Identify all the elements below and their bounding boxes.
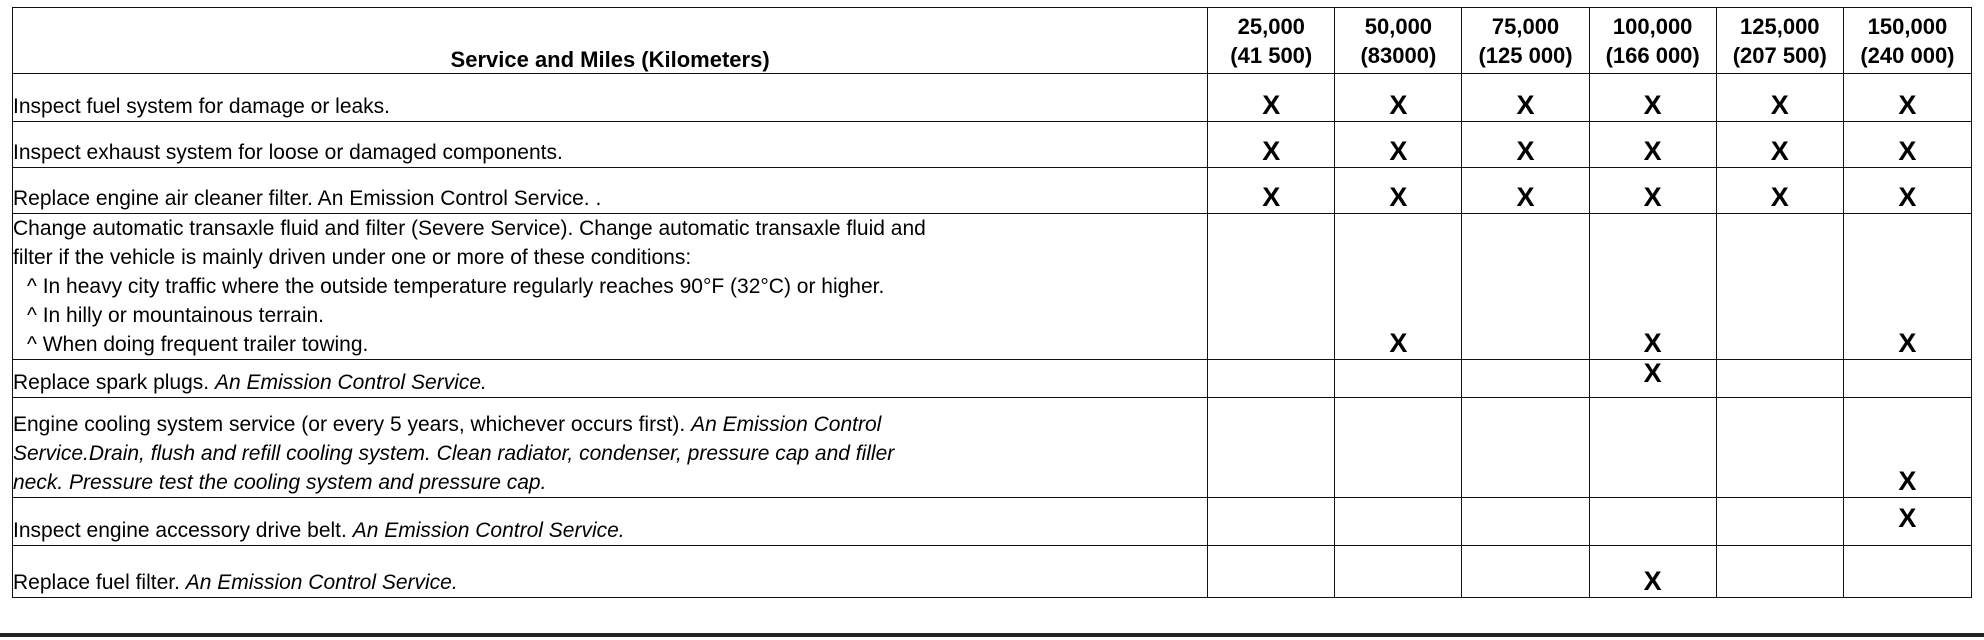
service-description <box>13 398 1208 498</box>
interval-cell-3 <box>1462 168 1589 214</box>
description-line <box>13 516 1207 545</box>
service-due-mark: X <box>1643 358 1662 388</box>
description-line <box>13 243 1207 272</box>
description-text: ^ In heavy city traffic where the outside temperature regularly reaches 90°F (32°C) or higher. <box>27 275 885 298</box>
interval-miles: 150,000 <box>1867 13 1948 39</box>
interval-cell-2 <box>1335 214 1462 360</box>
interval-miles: 100,000 <box>1612 13 1693 39</box>
service-due-mark: X <box>1643 566 1662 596</box>
interval-cell-1 <box>1208 546 1335 598</box>
description-text: Replace fuel filter. <box>13 571 186 594</box>
interval-cell-5 <box>1716 74 1843 122</box>
emission-control-note: An Emission Control Service. <box>185 571 458 594</box>
interval-header-150000 <box>1843 8 1971 74</box>
interval-cell-2 <box>1335 398 1462 498</box>
interval-cell-5 <box>1716 122 1843 168</box>
row-replace-spark-plugs <box>13 360 1972 398</box>
interval-cell-6 <box>1843 398 1971 498</box>
interval-cell-6 <box>1843 214 1971 360</box>
service-description <box>13 498 1208 546</box>
interval-cell-5 <box>1716 498 1843 546</box>
service-description <box>13 546 1208 598</box>
interval-cell-1 <box>1208 360 1335 398</box>
service-due-mark: X <box>1770 182 1789 212</box>
service-due-mark: X <box>1898 503 1917 533</box>
description-line <box>13 214 1207 243</box>
interval-cell-3 <box>1462 360 1589 398</box>
interval-cell-3 <box>1462 74 1589 122</box>
interval-cell-5 <box>1716 398 1843 498</box>
description-line <box>13 410 1207 439</box>
description-line <box>13 368 1207 397</box>
emission-control-note: An Emission Control Service. <box>214 371 487 394</box>
row-inspect-fuel-system <box>13 74 1972 122</box>
service-due-mark: X <box>1516 136 1535 166</box>
description-line <box>13 138 1207 167</box>
row-inspect-exhaust-system <box>13 122 1972 168</box>
service-description <box>13 168 1208 214</box>
interval-km: (41 500) <box>1230 42 1313 68</box>
description-text: ^ When doing frequent trailer towing. <box>27 333 369 356</box>
interval-cell-3 <box>1462 214 1589 360</box>
description-text: Engine cooling system service (or every 5 years, whichever occurs first). <box>13 413 692 436</box>
interval-header-100000 <box>1589 8 1716 74</box>
maintenance-table <box>12 7 1972 598</box>
interval-cell-4 <box>1589 214 1716 360</box>
description-text: filter if the vehicle is mainly driven under one or more of these conditions: <box>13 246 692 269</box>
service-due-mark: X <box>1262 90 1281 120</box>
service-description <box>13 74 1208 122</box>
row-replace-air-cleaner <box>13 168 1972 214</box>
service-due-mark: X <box>1643 182 1662 212</box>
service-due-mark: X <box>1898 466 1917 496</box>
interval-cell-1 <box>1208 74 1335 122</box>
interval-cell-1 <box>1208 122 1335 168</box>
emission-control-note: neck. Pressure test the cooling system and pressure cap. <box>13 471 547 494</box>
interval-miles: 75,000 <box>1491 13 1560 39</box>
description-line <box>13 439 1207 468</box>
interval-cell-6 <box>1843 360 1971 398</box>
service-due-mark: X <box>1898 182 1917 212</box>
emission-control-note: An Emission Control Service. <box>352 519 625 542</box>
interval-cell-2 <box>1335 122 1462 168</box>
interval-miles: 25,000 <box>1237 13 1305 39</box>
interval-cell-4 <box>1589 122 1716 168</box>
description-text: Inspect exhaust system for loose or damaged components. <box>13 141 563 164</box>
service-due-mark: X <box>1262 136 1281 166</box>
description-line <box>13 301 1207 330</box>
interval-header-50000 <box>1335 8 1462 74</box>
header-row <box>13 8 1972 74</box>
interval-cell-4 <box>1589 546 1716 598</box>
interval-cell-3 <box>1462 122 1589 168</box>
interval-km: (166 000) <box>1605 42 1700 68</box>
interval-cell-1 <box>1208 498 1335 546</box>
interval-km: (240 000) <box>1860 42 1955 68</box>
service-due-mark: X <box>1389 136 1408 166</box>
interval-cell-5 <box>1716 168 1843 214</box>
interval-cell-4 <box>1589 498 1716 546</box>
interval-cell-6 <box>1843 168 1971 214</box>
interval-cell-5 <box>1716 360 1843 398</box>
description-text: Inspect engine accessory drive belt. <box>13 519 353 542</box>
interval-cell-6 <box>1843 122 1971 168</box>
interval-km: (83000) <box>1360 42 1437 68</box>
service-description <box>13 122 1208 168</box>
description-line <box>13 272 1207 301</box>
bottom-rule <box>0 633 1984 637</box>
interval-cell-3 <box>1462 498 1589 546</box>
interval-cell-4 <box>1589 398 1716 498</box>
description-line <box>13 184 1207 213</box>
service-due-mark: X <box>1770 136 1789 166</box>
interval-cell-6 <box>1843 498 1971 546</box>
service-due-mark: X <box>1898 328 1917 358</box>
row-cooling-system-service <box>13 398 1972 498</box>
service-due-mark: X <box>1643 136 1662 166</box>
interval-cell-2 <box>1335 360 1462 398</box>
schedule-rows <box>13 74 1972 598</box>
row-replace-fuel-filter <box>13 546 1972 598</box>
description-text: Inspect fuel system for damage or leaks. <box>13 95 391 118</box>
emission-control-note: An Emission Control <box>691 413 882 436</box>
interval-header-125000 <box>1716 8 1843 74</box>
emission-control-note: Service.Drain, flush and refill cooling system. Clean radiator, condenser, pressure cap and filler <box>13 442 895 465</box>
service-description <box>13 214 1208 360</box>
interval-cell-1 <box>1208 168 1335 214</box>
interval-cell-4 <box>1589 74 1716 122</box>
description-text: Replace spark plugs. <box>13 371 215 394</box>
interval-cell-1 <box>1208 398 1335 498</box>
interval-cell-2 <box>1335 74 1462 122</box>
service-column-header: Service and Miles (Kilometers) <box>13 8 1208 74</box>
service-due-mark: X <box>1389 182 1408 212</box>
description-line <box>13 468 1207 497</box>
service-due-mark: X <box>1516 182 1535 212</box>
interval-cell-3 <box>1462 546 1589 598</box>
description-text: Replace engine air cleaner filter. An Emission Control Service. . <box>13 187 602 210</box>
interval-cell-5 <box>1716 546 1843 598</box>
interval-miles: 50,000 <box>1364 13 1433 39</box>
service-due-mark: X <box>1898 90 1917 120</box>
interval-cell-2 <box>1335 168 1462 214</box>
interval-cell-1 <box>1208 214 1335 360</box>
service-due-mark: X <box>1389 90 1408 120</box>
service-due-mark: X <box>1770 90 1789 120</box>
interval-cell-3 <box>1462 398 1589 498</box>
interval-cell-5 <box>1716 214 1843 360</box>
interval-cell-4 <box>1589 168 1716 214</box>
interval-cell-2 <box>1335 498 1462 546</box>
maintenance-schedule <box>12 7 1972 598</box>
interval-cell-6 <box>1843 546 1971 598</box>
service-due-mark: X <box>1898 136 1917 166</box>
interval-header-25000 <box>1208 8 1335 74</box>
service-due-mark: X <box>1643 328 1662 358</box>
interval-header-75000 <box>1462 8 1589 74</box>
row-change-transaxle-fluid <box>13 214 1972 360</box>
interval-cell-4 <box>1589 360 1716 398</box>
service-due-mark: X <box>1643 90 1662 120</box>
interval-cell-6 <box>1843 74 1971 122</box>
description-text: Change automatic transaxle fluid and filter (Severe Service). Change automatic transaxle fluid and <box>13 217 926 240</box>
interval-cell-2 <box>1335 546 1462 598</box>
description-text: ^ In hilly or mountainous terrain. <box>27 304 324 327</box>
interval-km: (125 000) <box>1478 42 1573 68</box>
service-due-mark: X <box>1262 182 1281 212</box>
service-due-mark: X <box>1389 328 1408 358</box>
interval-km: (207 500) <box>1732 42 1827 68</box>
row-inspect-drive-belt <box>13 498 1972 546</box>
service-description <box>13 360 1208 398</box>
description-line <box>13 568 1207 597</box>
service-due-mark: X <box>1516 90 1535 120</box>
interval-miles: 125,000 <box>1740 13 1820 39</box>
description-line <box>13 92 1207 121</box>
description-line <box>13 330 1207 359</box>
